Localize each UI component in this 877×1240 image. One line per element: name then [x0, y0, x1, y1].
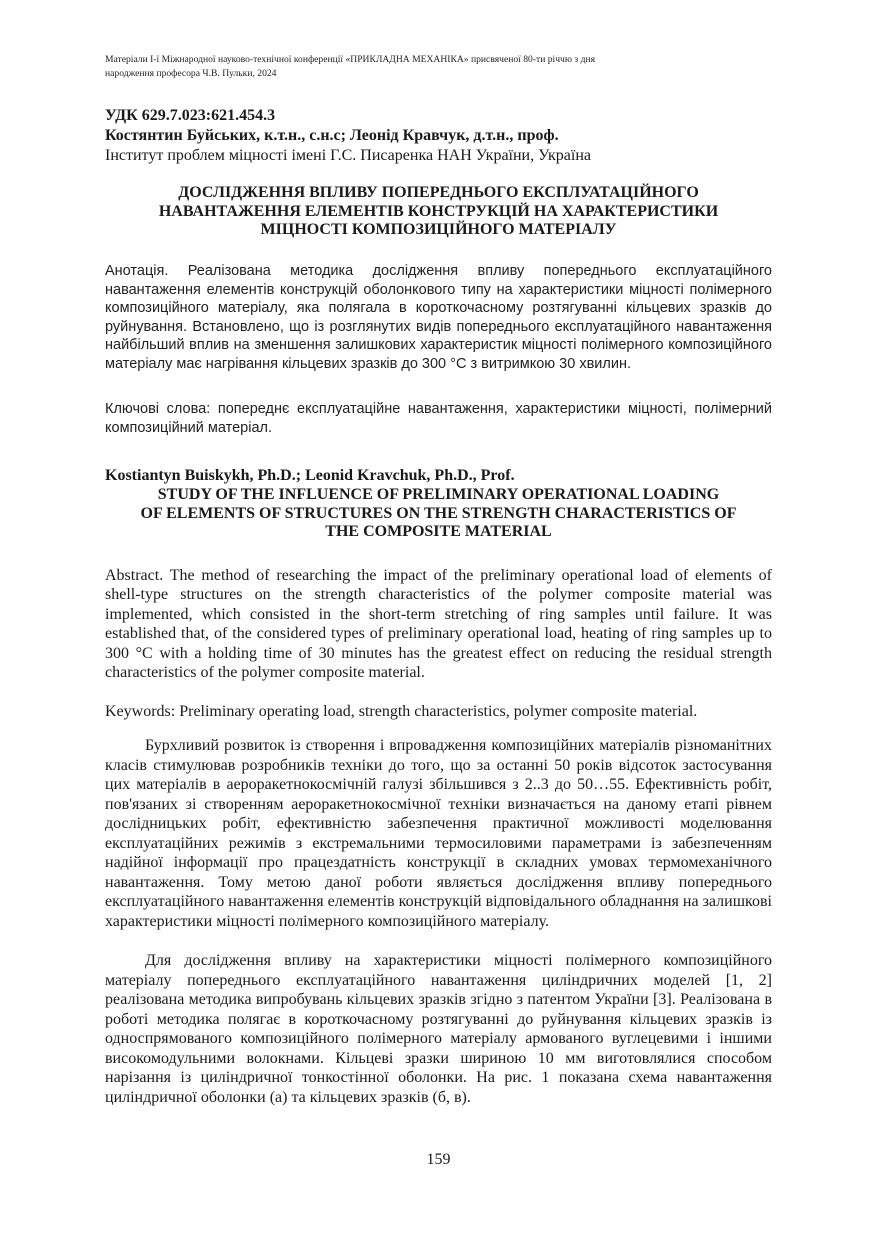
- title-english: [105, 486, 772, 542]
- body-paragraph-1: Бурхливий розвиток із створення і впровадження композиційних матеріалів різноманітних класів стимулював розробників техніки до того, що за останні 50 років відсоток застосування цих матеріалів в аероракетнокосмічній галузі збільшився з 2..3 до 50…55. Ефективність робіт, пов'язаних зі створенням аероракетнокосмічної техніки визначається на даному етапі рівнем дослідницьких робіт, ефективністю забезпечення практичної можливості моделювання експлуатаційних режимів з екстремальними термосиловими параметрами із забезпеченням надійної інформації про працездатність конструкції в складних умовах термомеханічного навантаження. Тому метою даної роботи являється дослідження впливу попереднього експлуатаційного навантаження елементів конструкцій відповідального обладнання на залишкові характеристики міцності полімерного композиційного матеріалу.: [105, 737, 772, 930]
- page-number: 159: [426, 1151, 451, 1168]
- keywords-english: Keywords: Preliminary operating load, strength characteristics, polymer composite material.: [105, 703, 698, 720]
- running-header: [105, 53, 772, 81]
- title-en-line-1: STUDY OF THE INFLUENCE OF PRELIMINARY OPERATIONAL LOADING: [157, 486, 720, 503]
- keywords-ukrainian: Ключові слова: попереднє експлуатаційне навантаження, характеристики міцності, полімерний композиційний матеріал.: [105, 401, 772, 436]
- running-header-line-2: народження професора Ч.В. Пульки, 2024: [105, 68, 277, 79]
- abstract-english: Abstract. The method of researching the impact of the preliminary operational load of elements of shell-type structures on the strength characteristics of the polymer composite material was implemented, which consisted in the short-term stretching of ring samples until failure. It was established that, of the considered types of preliminary operational load, heating of ring samples up to 300 °C with a holding time of 30 minutes has the greatest effect on reducing the residual strength characteristics of the polymer composite material.: [105, 567, 772, 682]
- running-header-line-1: Матеріали I-ї Міжнародної науково-технічної конференції «ПРИКЛАДНА МЕХАНІКА» присвяченої 80-ти річчю з дня: [105, 54, 596, 65]
- title-en-line-2: OF ELEMENTS OF STRUCTURES ON THE STRENGTH CHARACTERISTICS OF: [140, 504, 737, 522]
- abstract-ukrainian: Анотація. Реалізована методика дослідження впливу попереднього експлуатаційного навантаження елементів конструкцій оболонкового типу на характеристики міцності полімерного композиційного матеріалу, яка полягала в короткочасному розтягуванні кільцевих зразків до руйнування. Встановлено, що із розглянутих видів попереднього експлуатаційного навантаження найбільший вплив на зменшення залишкових характеристик міцності полімерного композиційного матеріалу має нагрівання кільцевих зразків до 300 °C з витримкою 30 хвилин.: [105, 263, 772, 372]
- authors-english: Kostiantyn Buiskykh, Ph.D.; Leonid Kravchuk, Ph.D., Prof.: [105, 467, 515, 484]
- affiliation: Інститут проблем міцності імені Г.С. Писаренка НАН України, Україна: [105, 147, 592, 164]
- authors-ukrainian: Костянтин Буйських, к.т.н., с.н.с; Леонід Кравчук, д.т.н., проф.: [105, 127, 559, 144]
- title-ukrainian: [105, 184, 772, 240]
- title-ua-line-2: НАВАНТАЖЕННЯ ЕЛЕМЕНТІВ КОНСТРУКЦІЙ НА ХАРАКТЕРИСТИКИ: [158, 202, 719, 220]
- title-ua-line-1: ДОСЛІДЖЕННЯ ВПЛИВУ ПОПЕРЕДНЬОГО ЕКСПЛУАТАЦІЙНОГО: [178, 184, 699, 201]
- udc-code: УДК 629.7.023:621.454.3: [105, 107, 276, 124]
- title-ua-line-3: МІЦНОСТІ КОМПОЗИЦІЙНОГО МАТЕРІАЛУ: [260, 221, 617, 239]
- body-paragraph-2: Для дослідження впливу на характеристики міцності полімерного композиційного матеріалу попереднього експлуатаційного навантаження циліндричних моделей [1, 2] реалізована методика випробувань кільцевих зразків згідно з патентом України [3]. Реалізована в роботі методика полягає в короткочасному розтягуванні до руйнування кільцевих зразків із односпрямованого композиційного полімерного матеріалу армованого вуглецевими і іншими високомодульними волокнами. Кільцеві зразки шириною 10 мм виготовлялися способом нарізання із циліндричної тонкостінної оболонки. На рис. 1 показана схема навантаження циліндричної оболонки (а) та кільцевих зразків (б, в).: [105, 952, 772, 1106]
- title-en-line-3: THE COMPOSITE MATERIAL: [325, 523, 552, 541]
